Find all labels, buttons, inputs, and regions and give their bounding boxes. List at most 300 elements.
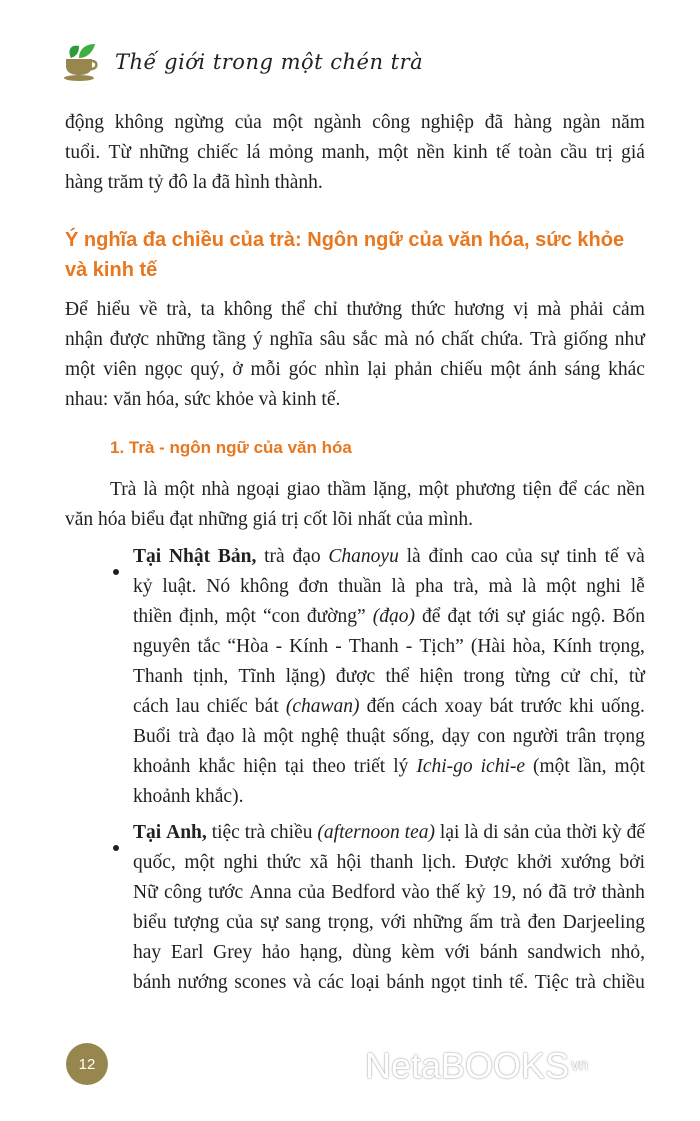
word: Darjeeling	[562, 912, 645, 933]
word: năm	[611, 112, 645, 133]
word: mà	[488, 576, 513, 597]
word: sắc	[352, 329, 378, 350]
word: chỉ	[313, 299, 338, 320]
word: sống,	[392, 726, 435, 747]
word: Nữ	[133, 882, 158, 903]
word: không	[114, 112, 164, 133]
word: một	[263, 726, 294, 747]
word: hiểu	[96, 299, 131, 320]
word: manh,	[321, 142, 370, 163]
text-run: khoảnh khắc).	[133, 786, 244, 807]
word: Trà	[530, 329, 557, 350]
watermark-logo	[365, 1045, 588, 1087]
word: kinh	[453, 142, 488, 163]
word: theo	[312, 756, 346, 777]
bullet1-line	[133, 572, 645, 602]
word: nhận	[65, 329, 103, 350]
word: đơn	[298, 576, 329, 597]
word: công	[163, 882, 202, 903]
word: trị	[595, 142, 613, 163]
word: quốc,	[133, 852, 176, 873]
bullet-dot	[113, 845, 119, 851]
word: trà	[244, 822, 266, 843]
word: nguyên	[133, 636, 191, 657]
bullet-dot	[113, 569, 119, 575]
word: pha	[415, 576, 444, 597]
word: con	[477, 726, 506, 747]
word: bát	[489, 696, 514, 717]
word: lặng)	[285, 666, 326, 687]
word: sự	[506, 606, 525, 627]
word: Để	[65, 299, 88, 320]
word: Anh,	[166, 822, 207, 843]
word: một	[490, 359, 521, 380]
word: trước	[520, 696, 562, 717]
word: Grey	[213, 942, 253, 963]
word: những	[155, 329, 206, 350]
word: sáng	[564, 359, 601, 380]
word: chiều	[602, 972, 645, 993]
word: hạng,	[299, 942, 343, 963]
word: (afternoon	[317, 822, 400, 843]
word: tiệc	[211, 822, 240, 843]
word: Buổi	[133, 726, 171, 747]
word: đã	[548, 882, 567, 903]
word: kỷ	[133, 576, 153, 597]
word: hiện	[419, 666, 454, 687]
word: hàng	[513, 112, 552, 133]
word: các	[317, 972, 344, 993]
word: một	[65, 359, 96, 380]
word: thiền	[133, 606, 172, 627]
word: khởi	[516, 852, 553, 873]
bullet2-line	[133, 908, 645, 938]
word: hội	[336, 852, 362, 873]
word: (Hài	[470, 636, 506, 657]
paragraph2-line	[65, 355, 645, 385]
word: lịch.	[422, 852, 457, 873]
word: xoay	[444, 696, 483, 717]
bullet1-line	[133, 602, 645, 632]
word: Tĩnh	[238, 666, 276, 687]
bullet2-line	[133, 818, 645, 848]
word: tế	[495, 142, 511, 163]
word: người	[512, 726, 559, 747]
word: ngàn	[562, 112, 601, 133]
word: Tại	[133, 822, 162, 843]
bullet1-line	[133, 782, 243, 812]
section-heading-line: và kinh tế	[65, 259, 158, 281]
page-number-badge	[66, 1043, 108, 1085]
word: Từ	[108, 142, 131, 163]
word: một	[164, 479, 195, 500]
word: được	[335, 666, 376, 687]
word: sản	[503, 822, 530, 843]
word: nhỏ,	[610, 942, 645, 963]
word: chiều	[270, 822, 313, 843]
word: Earl	[170, 942, 204, 963]
word: di	[483, 822, 499, 843]
word: (một	[533, 756, 570, 777]
bullet1-line	[133, 662, 645, 692]
word: định,	[179, 606, 219, 627]
word: trọng,	[598, 636, 645, 657]
word: cách	[133, 696, 169, 717]
word: lau	[175, 696, 200, 717]
word: Kính	[289, 636, 329, 657]
word: nghệ	[300, 726, 339, 747]
word: dạy	[441, 726, 470, 747]
word: ngành	[313, 112, 362, 133]
word: khi	[569, 696, 594, 717]
word: tầng	[212, 329, 246, 350]
paragraph1-line	[65, 168, 323, 198]
word: bởi	[619, 852, 645, 873]
word: để	[558, 479, 577, 500]
paragraph2-line	[65, 385, 340, 415]
word: như	[614, 329, 645, 350]
text-run: văn hóa biểu đạt những giá trị cốt lõi nhất của mình.	[65, 509, 474, 530]
word: Bedford	[331, 882, 396, 903]
word: ngừng	[174, 112, 224, 133]
word: Chanoyu	[328, 546, 399, 567]
word: xã	[309, 852, 328, 873]
word: đạo	[206, 726, 235, 747]
word: thức	[266, 852, 301, 873]
word: công	[372, 112, 411, 133]
word: nhà	[201, 479, 230, 500]
word: thầm	[327, 479, 367, 500]
word: (chawan)	[285, 696, 360, 717]
word: lại	[439, 822, 460, 843]
word: cách	[401, 696, 438, 717]
word: chiếu	[440, 359, 483, 380]
word: nền	[616, 479, 645, 500]
word: đạo	[292, 546, 321, 567]
running-header	[63, 42, 423, 82]
word: mà	[384, 329, 409, 350]
bullet1-line	[133, 542, 645, 572]
text-run: nhau: văn hóa, sức khỏe và kinh tế.	[65, 389, 341, 410]
word: sâu	[319, 329, 346, 350]
word: sự	[260, 912, 279, 933]
word: đen	[527, 912, 556, 933]
word: chỉ,	[589, 666, 619, 687]
word: mà	[537, 299, 562, 320]
word: lý	[393, 756, 409, 777]
word: -	[335, 636, 342, 657]
word: một	[377, 142, 409, 163]
book-title: Thế giới trong một chén trà	[115, 50, 424, 74]
word: đạt	[447, 606, 472, 627]
word: đường”	[306, 606, 366, 627]
word: 19,	[491, 882, 517, 903]
word: trà	[575, 972, 596, 993]
bullet1-line	[133, 722, 645, 752]
word: những	[139, 142, 189, 163]
word: trà,	[453, 576, 479, 597]
word: của	[234, 112, 262, 133]
word: thành	[601, 882, 645, 903]
word: thanh	[370, 852, 414, 873]
word: thể	[281, 299, 305, 320]
word: Trà	[110, 479, 137, 500]
word: và	[292, 972, 312, 993]
word: giống	[563, 329, 608, 350]
word: “Hòa	[227, 636, 269, 657]
word: là	[143, 479, 158, 500]
paragraph3-line	[65, 505, 473, 535]
word: ngọc	[144, 359, 183, 380]
word: chất	[441, 329, 474, 350]
word: trà	[264, 546, 285, 567]
word: thuật	[346, 726, 386, 747]
word: ấm	[469, 912, 494, 933]
word: uống.	[601, 696, 645, 717]
word: chiếc	[197, 142, 239, 163]
bullet1-line	[133, 752, 645, 782]
word: toàn	[518, 142, 552, 163]
word: các	[583, 479, 610, 500]
section-heading-line: Ý nghĩa đa chiều của trà: Ngôn ngữ của văn hóa, sức khỏe	[65, 229, 625, 251]
text-run: hàng trăm tỷ đô la đã hình thành.	[65, 172, 323, 193]
word: trân	[565, 726, 597, 747]
word: cảm	[612, 299, 645, 320]
word: -	[275, 636, 283, 657]
word: bánh	[386, 972, 425, 993]
word: giác	[531, 606, 565, 627]
word: bánh	[479, 942, 518, 963]
word: cầu	[560, 142, 588, 163]
word: hương	[454, 299, 505, 320]
word: Được	[464, 852, 509, 873]
word: giao	[286, 479, 321, 500]
watermark-suffix: vn	[571, 1057, 588, 1074]
word: Bản,	[217, 546, 257, 567]
word: những	[413, 912, 463, 933]
paragraph1-line	[65, 138, 645, 168]
word: kèm	[401, 942, 435, 963]
word: từng	[514, 666, 551, 687]
word: hảo	[261, 942, 291, 963]
paragraph2-line	[65, 325, 645, 355]
word: ta	[200, 299, 215, 320]
word: tới	[478, 606, 500, 627]
word: chiếc	[206, 696, 248, 717]
word: tinh	[472, 972, 503, 993]
word: Ichi-go	[416, 756, 473, 777]
word: tiện	[522, 479, 552, 500]
word: lá	[246, 142, 261, 163]
word: động	[65, 112, 104, 133]
word: loại	[350, 972, 380, 993]
word: lần,	[577, 756, 607, 777]
word: khác	[608, 359, 645, 380]
word: trọng	[603, 726, 645, 747]
word: Thanh	[133, 666, 183, 687]
watermark-text: NetaBOOKS	[365, 1045, 570, 1086]
word: bát	[254, 696, 279, 717]
word: với	[380, 912, 407, 933]
word: để	[422, 606, 441, 627]
word: xướng	[560, 852, 611, 873]
word: là	[464, 822, 479, 843]
word: ở	[232, 359, 243, 380]
word: nghi	[223, 852, 258, 873]
word: tước	[208, 882, 244, 903]
word: đỉnh	[428, 546, 464, 567]
word: nghi	[586, 576, 621, 597]
bullet2-line	[133, 848, 645, 878]
word: vào	[401, 882, 430, 903]
word: một	[546, 576, 577, 597]
word: phản	[394, 359, 433, 380]
word: thể	[385, 666, 410, 687]
word: bánh	[133, 972, 171, 993]
word: sự	[540, 546, 559, 567]
word: ánh	[528, 359, 557, 380]
word: đã	[484, 112, 504, 133]
word: thức	[410, 299, 446, 320]
word: tế.	[509, 972, 529, 993]
word: trà	[500, 912, 521, 933]
word: khắc	[198, 756, 236, 777]
word: của	[297, 882, 326, 903]
word: Tiệc	[534, 972, 569, 993]
word: ngộ.	[571, 606, 606, 627]
word: “con	[263, 606, 300, 627]
bullet1-line	[133, 692, 645, 722]
word: về	[139, 299, 158, 320]
word: lặng,	[373, 479, 412, 500]
word: thời	[566, 822, 598, 843]
word: của	[534, 822, 562, 843]
bullet2-line	[133, 938, 645, 968]
bullet1-line	[133, 632, 645, 662]
word: tế	[604, 546, 619, 567]
word: cử	[560, 666, 580, 687]
word: phải	[569, 299, 604, 320]
word: được	[109, 329, 150, 350]
word: là	[241, 726, 256, 747]
word: trà,	[166, 299, 192, 320]
word: góc	[288, 359, 317, 380]
word: Tịch”	[419, 636, 464, 657]
word: nó	[522, 882, 543, 903]
word: nghiệp	[420, 112, 474, 133]
word: đến	[366, 696, 395, 717]
word: nhìn	[324, 359, 360, 380]
word: nó	[415, 329, 435, 350]
word: thế	[435, 882, 460, 903]
paragraph2-line	[65, 295, 645, 325]
word: một	[418, 479, 449, 500]
word: ngọt	[430, 972, 466, 993]
word: thưởng	[346, 299, 403, 320]
word: ý	[252, 329, 263, 350]
word: Thanh	[348, 636, 399, 657]
word: thuần	[338, 576, 382, 597]
word: kỷ	[466, 882, 486, 903]
word: không	[223, 299, 273, 320]
word: (đạo)	[372, 606, 415, 627]
word: một	[225, 606, 256, 627]
word: hay	[133, 942, 162, 963]
word: một	[614, 756, 645, 777]
word: quý,	[190, 359, 225, 380]
word: hiện	[243, 756, 277, 777]
paragraph3-line	[110, 475, 645, 505]
page-number: 12	[78, 1055, 96, 1073]
word: trong	[463, 666, 505, 687]
word: từ	[628, 666, 645, 687]
word: scones	[234, 972, 287, 993]
word: của	[226, 912, 254, 933]
word: với	[444, 942, 470, 963]
word: là	[406, 546, 421, 567]
word: nghĩa	[269, 329, 313, 350]
word: lại	[367, 359, 387, 380]
word: nền	[416, 142, 445, 163]
word: tịnh,	[193, 666, 229, 687]
word: trở	[573, 882, 596, 903]
word: không	[239, 576, 289, 597]
word: sang	[285, 912, 321, 933]
word: ngoại	[236, 479, 280, 500]
word: biểu	[133, 912, 167, 933]
word: lễ	[630, 576, 645, 597]
word: sandwich	[527, 942, 602, 963]
paragraph1-line	[65, 108, 645, 138]
word: kỳ	[602, 822, 622, 843]
word: hòa,	[512, 636, 546, 657]
word: cao	[470, 546, 498, 567]
word: khoảnh	[133, 756, 191, 777]
word: luật.	[162, 576, 197, 597]
word: dùng	[352, 942, 392, 963]
subheading: 1. Trà - ngôn ngữ của văn hóa	[110, 438, 352, 457]
word: -	[405, 636, 413, 657]
word: một	[272, 112, 303, 133]
word: tượng	[173, 912, 220, 933]
word: là	[522, 576, 537, 597]
word: phương	[455, 479, 516, 500]
word: tea)	[404, 822, 435, 843]
word: Kính	[552, 636, 592, 657]
word: Bốn	[612, 606, 645, 627]
word: Tại	[133, 546, 162, 567]
word: trà	[178, 726, 199, 747]
word: tắc	[197, 636, 221, 657]
word: giá	[621, 142, 645, 163]
word: trọng,	[327, 912, 374, 933]
tea-cup-leaf-icon	[63, 42, 99, 82]
word: Anna	[249, 882, 292, 903]
word: tại	[284, 756, 305, 777]
word: viên	[103, 359, 137, 380]
word: tinh	[566, 546, 597, 567]
bullet2-line	[133, 968, 645, 998]
word: mỗi	[250, 359, 281, 380]
word: Nhật	[168, 546, 211, 567]
word: chứa.	[480, 329, 524, 350]
word: triết	[353, 756, 386, 777]
word: tuổi.	[65, 142, 101, 163]
word: mỏng	[268, 142, 314, 163]
word: vị	[513, 299, 529, 320]
bullet2-line	[133, 878, 645, 908]
word: và	[626, 546, 645, 567]
